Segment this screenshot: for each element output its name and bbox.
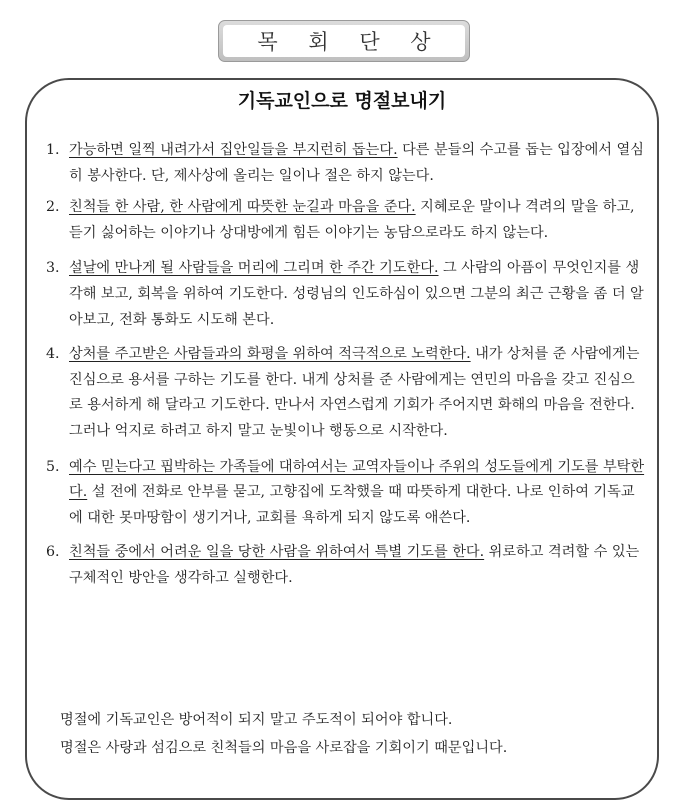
item-text <box>69 540 646 591</box>
item-number: 5. <box>46 458 60 475</box>
closing-line: 명절에 기독교인은 방어적이 되지 말고 주도적이 되어야 합니다. <box>60 712 453 728</box>
closing-line: 명절은 사랑과 섬김으로 친척들의 마음을 사로잡을 기회이기 때문입니다. <box>60 740 508 756</box>
list-item <box>46 342 646 444</box>
list-item <box>46 256 646 333</box>
list-item <box>46 138 646 189</box>
item-emphasis: 설날에 만나게 될 사람들을 머리에 그리며 한 주간 기도한다. <box>69 260 439 277</box>
closing-remarks <box>60 706 640 762</box>
item-text <box>69 195 646 246</box>
list-item <box>46 540 646 591</box>
item-body: 위로하고 격려할 수 있는 구체적인 방안을 생각하고 실행한다. <box>69 544 640 586</box>
item-number: 3. <box>46 260 60 277</box>
item-body: 설 전에 전화로 안부를 묻고, 고향집에 도착했을 때 따뜻하게 대한다. 나로 인하여 기독교에 대한 못마땅함이 생기거나, 교회를 욕하게 되지 않도록 애쓴다. <box>69 484 635 526</box>
item-number: 2. <box>46 199 60 216</box>
item-text <box>69 138 646 189</box>
list-item <box>46 195 646 246</box>
item-number: 6. <box>46 544 60 561</box>
item-body: 내가 상처를 준 사람에게는 진심으로 용서를 구하는 기도를 한다. 내게 상처를 준 사람에게는 연민의 마음을 갖고 진심으로 용서하게 해 달라고 기도한다. 만나서 자연스럽게 기회가 주어지면 화해의 마음을 전한다. 그러나 억지로 하려고 하지 말고 눈빛이나 행동으로 시작한다. <box>69 346 640 439</box>
item-number: 1. <box>46 142 60 158</box>
item-text <box>69 342 646 444</box>
page-title: 기독교인으로 명절보내기 <box>237 90 447 112</box>
item-emphasis: 친척들 중에서 어려운 일을 당한 사람을 위하여서 특별 기도를 한다. <box>69 544 485 561</box>
guideline-list <box>46 138 646 592</box>
header-banner <box>218 20 470 62</box>
item-body: 다른 분들의 수고를 돕는 입장에서 열심히 봉사한다. 단, 제사상에 올리는 일이나 절은 하지 않는다. <box>69 142 644 184</box>
item-body: 그 사람의 아픔이 무엇인지를 생각해 보고, 회복을 위하여 기도한다. 성령님의 인도하심이 있으면 그분의 최근 근황을 좀 더 알아보고, 전화 통화도 시도해 본다. <box>69 260 644 328</box>
list-item <box>46 455 646 532</box>
item-text <box>69 455 646 532</box>
item-emphasis: 친척들 한 사람, 한 사람에게 따뜻한 눈길과 마음을 준다. <box>69 199 416 216</box>
item-emphasis: 상처를 주고받은 사람들과의 화평을 위하여 적극적으로 노력한다. <box>69 346 471 363</box>
banner-label: 목 회 단 상 <box>223 25 465 57</box>
item-text <box>69 256 646 333</box>
item-number: 4. <box>46 346 60 363</box>
item-emphasis: 예수 믿는다고 핍박하는 가족들에 대하여서는 교역자들이나 주위의 성도들에게 기도를 부탁한다. <box>69 458 645 501</box>
item-body: 지혜로운 말이나 격려의 말을 하고, 듣기 싫어하는 이야기나 상대방에게 힘든 이야기는 농담으로라도 하지 않는다. <box>69 199 635 241</box>
item-emphasis: 가능하면 일찍 내려가서 집안일들을 부지런히 돕는다. <box>69 142 398 158</box>
